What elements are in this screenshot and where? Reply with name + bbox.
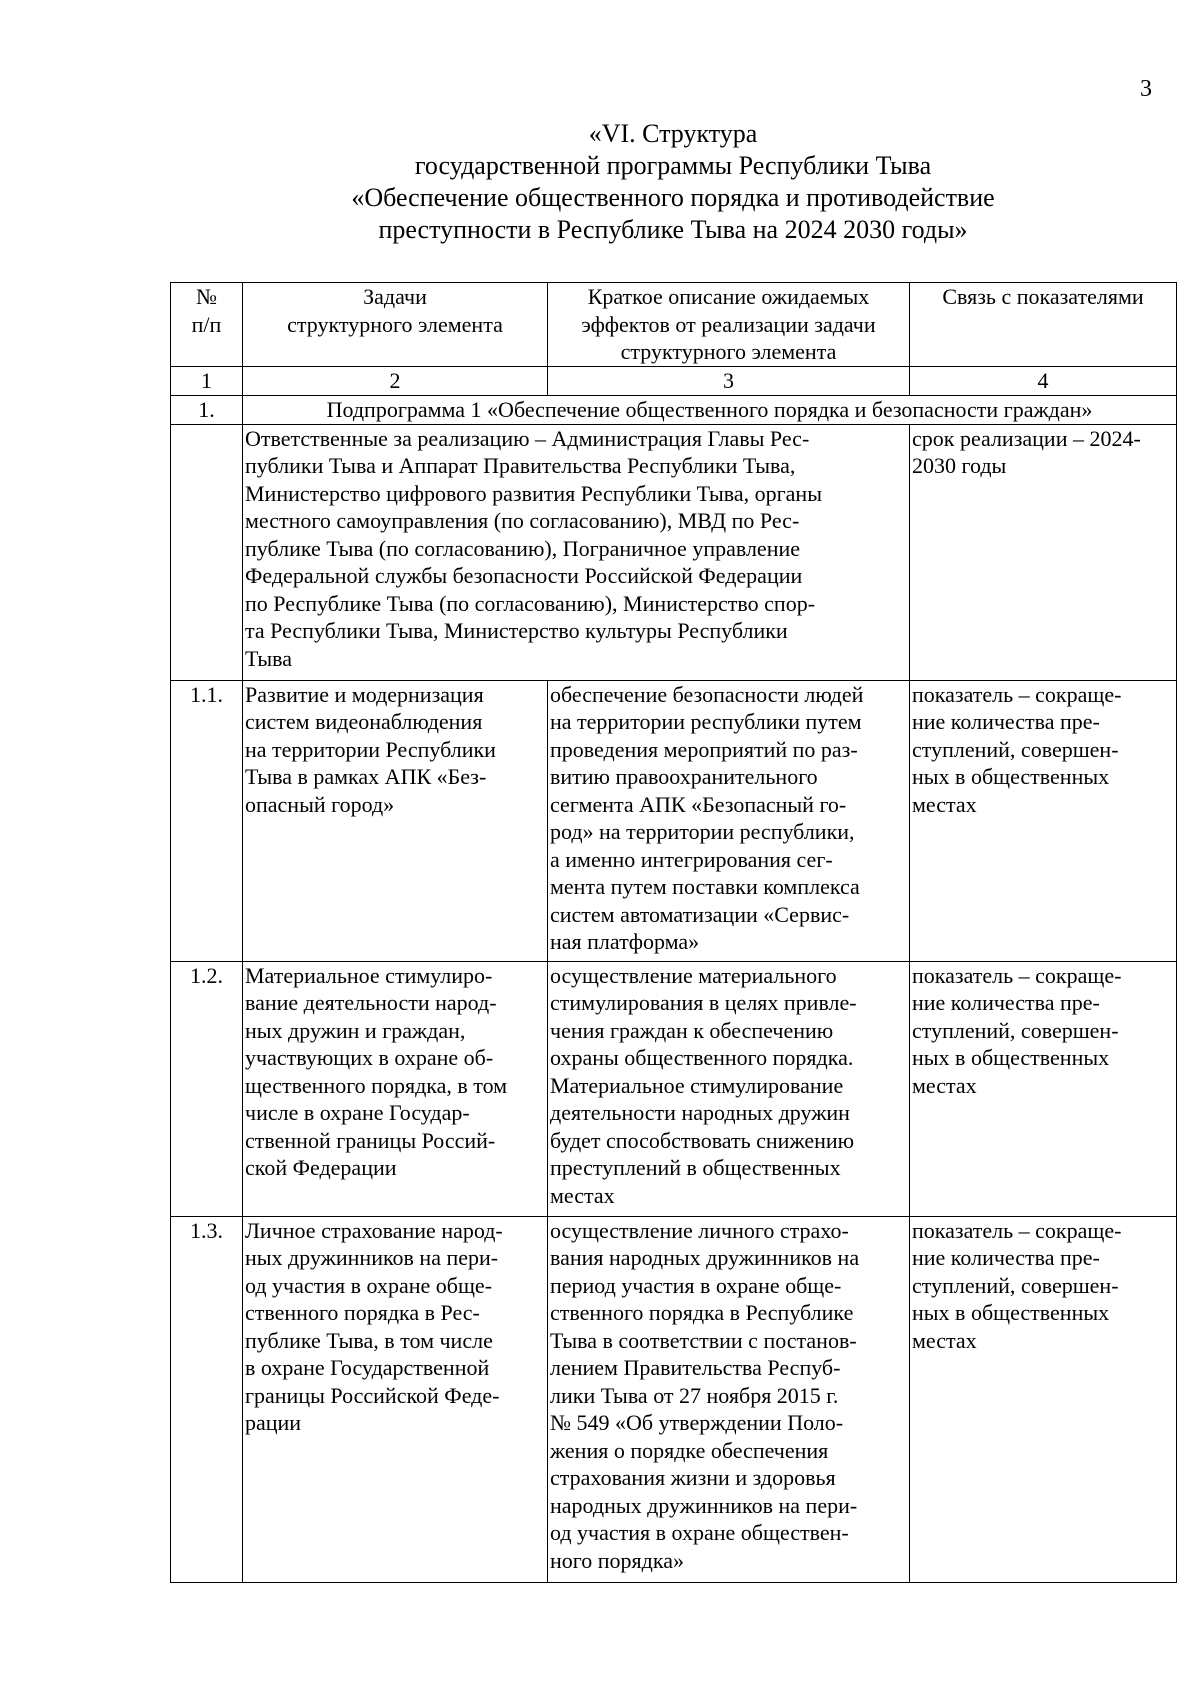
- text-line: участвующих в охране об-: [245, 1045, 494, 1070]
- text-line: ступлений, совершен-: [912, 1017, 1119, 1043]
- row-number: 1.3.: [171, 1216, 243, 1582]
- header-text: Краткое описание ожидаемых: [587, 284, 870, 309]
- text-line: ние количества пре-: [912, 990, 1100, 1015]
- text-line: местах: [912, 1327, 977, 1353]
- text-line: сегмента АПК «Безопасный го-: [550, 791, 847, 817]
- subprogram-row: [171, 395, 1177, 424]
- text-line: публике Тыва (по согласованию), Пограничное управление: [245, 535, 801, 561]
- text-line: страхования жизни и здоровья: [550, 1465, 836, 1490]
- text-line: преступлений в общественных: [550, 1155, 841, 1180]
- text-line: жения о порядке обеспечения: [550, 1437, 829, 1463]
- text-line: мента путем поставки комплекса: [550, 874, 860, 899]
- text-line: числе в охране Государ-: [245, 1100, 470, 1125]
- header-number: [171, 283, 243, 367]
- responsible-parties: [243, 424, 910, 680]
- text-line: ской Федерации: [245, 1155, 397, 1180]
- text-line: на территории Республики: [245, 736, 496, 762]
- header-text: структурного элемента: [620, 339, 837, 364]
- subprogram-title: Подпрограмма 1 «Обеспечение общественного порядка и безопасности граждан»: [243, 395, 1177, 424]
- text-line: срок реализации – 2024-: [912, 425, 1141, 451]
- text-line: ного порядка»: [550, 1547, 684, 1573]
- text-line: ступлений, совершен-: [912, 1272, 1119, 1298]
- indicator-cell: [910, 1216, 1177, 1582]
- row-number: 1.2.: [171, 961, 243, 1216]
- text-line: чения граждан к обеспечению: [550, 1017, 834, 1043]
- text-line: № 549 «Об утверждении Поло-: [550, 1410, 844, 1435]
- text-line: ние количества пре-: [912, 1245, 1100, 1270]
- text-line: щественного порядка, в том: [245, 1072, 508, 1098]
- subprogram-number: 1.: [171, 395, 243, 424]
- structure-table: [170, 282, 1177, 1583]
- text-line: местного самоуправления (по согласованию), МВД по Рес-: [245, 508, 800, 533]
- text-line: та Республики Тыва, Министерство культуры Республики: [245, 618, 788, 643]
- column-number-row: [171, 367, 1177, 396]
- table-header-row: [171, 283, 1177, 367]
- text-line: показатель – сокраще-: [912, 681, 1122, 707]
- text-line: витию правоохранительного: [550, 764, 818, 789]
- text-line: лики Тыва от 27 ноября 2015 г.: [550, 1382, 839, 1408]
- responsible-row: [171, 424, 1177, 680]
- text-line: вания народных дружинников на: [550, 1245, 860, 1270]
- header-text: Задачи: [363, 284, 427, 309]
- header-text: п/п: [191, 311, 222, 337]
- text-line: ных дружинников на пери-: [245, 1245, 499, 1270]
- text-line: местах: [912, 791, 977, 817]
- column-number: 3: [548, 367, 910, 396]
- title-line: государственной программы Республики Тыва: [414, 151, 932, 180]
- text-line: рации: [245, 1410, 302, 1435]
- section-title: [170, 118, 1176, 246]
- page-number: 3: [1140, 76, 1152, 102]
- text-line: Материальное стимулиро-: [245, 962, 493, 988]
- text-line: показатель – сокраще-: [912, 962, 1122, 988]
- text-line: ных в общественных: [912, 764, 1110, 789]
- text-line: Материальное стимулирование: [550, 1072, 844, 1098]
- text-line: публики Тыва и Аппарат Правительства Республики Тыва,: [245, 453, 796, 478]
- text-line: а именно интегрирования сег-: [550, 846, 833, 872]
- text-line: ная платформа»: [550, 929, 700, 954]
- text-line: опасный город»: [245, 791, 395, 817]
- text-line: ных в общественных: [912, 1300, 1110, 1325]
- text-line: проведения мероприятий по раз-: [550, 736, 858, 762]
- header-indicator: [910, 283, 1177, 367]
- indicator-cell: [910, 680, 1177, 961]
- text-line: по Республике Тыва (по согласованию), Министерство спор-: [245, 590, 816, 616]
- effect-cell: [548, 1216, 910, 1582]
- empty-cell: [171, 424, 243, 680]
- header-text: №: [196, 284, 217, 309]
- implementation-term: [910, 424, 1177, 680]
- title-line: «VI. Структура: [588, 119, 758, 148]
- text-line: ние количества пре-: [912, 709, 1100, 734]
- text-line: обеспечение безопасности людей: [550, 681, 864, 707]
- text-line: род» на территории республики,: [550, 819, 855, 844]
- text-line: 2030 годы: [912, 453, 1007, 478]
- task-cell: [243, 961, 548, 1216]
- text-line: ственной границы Россий-: [245, 1127, 496, 1153]
- header-text: эффектов от реализации задачи: [581, 311, 876, 337]
- table-row: [171, 680, 1177, 961]
- text-line: ственного порядка в Рес-: [245, 1300, 480, 1325]
- text-line: на территории республики путем: [550, 709, 862, 734]
- text-line: Федеральной службы безопасности Российской Федерации: [245, 563, 803, 588]
- header-effect: [548, 283, 910, 367]
- table-row: [171, 961, 1177, 1216]
- text-line: границы Российской Феде-: [245, 1382, 500, 1408]
- text-line: Ответственные за реализацию – Администрация Главы Рес-: [245, 425, 810, 451]
- indicator-cell: [910, 961, 1177, 1216]
- text-line: в охране Государственной: [245, 1355, 490, 1380]
- text-line: период участия в охране обще-: [550, 1272, 842, 1298]
- text-line: Тыва в рамках АПК «Без-: [245, 764, 487, 789]
- text-line: народных дружинников на пери-: [550, 1492, 858, 1518]
- text-line: од участия в охране обществен-: [550, 1520, 849, 1545]
- text-line: Министерство цифрового развития Республики Тыва, органы: [245, 480, 822, 506]
- text-line: стимулирования в целях привле-: [550, 990, 857, 1015]
- text-line: систем видеонаблюдения: [245, 709, 483, 734]
- text-line: Личное страхование народ-: [245, 1217, 503, 1243]
- column-number: 2: [243, 367, 548, 396]
- text-line: местах: [912, 1072, 977, 1098]
- text-line: будет способствовать снижению: [550, 1127, 855, 1153]
- text-line: од участия в охране обще-: [245, 1272, 493, 1298]
- text-line: охраны общественного порядка.: [550, 1045, 854, 1070]
- effect-cell: [548, 961, 910, 1216]
- text-line: Развитие и модернизация: [245, 681, 484, 707]
- text-line: ступлений, совершен-: [912, 736, 1119, 762]
- text-line: местах: [550, 1182, 615, 1208]
- text-line: Тыва: [245, 645, 292, 671]
- title-line: преступности в Республике Тыва на 2024 2030 годы»: [378, 215, 968, 244]
- text-line: лением Правительства Респуб-: [550, 1355, 841, 1380]
- task-cell: [243, 1216, 548, 1582]
- effect-cell: [548, 680, 910, 961]
- text-line: Тыва в соответствии с постанов-: [550, 1327, 857, 1353]
- text-line: осуществление материального: [550, 962, 837, 988]
- task-cell: [243, 680, 548, 961]
- column-number: 1: [171, 367, 243, 396]
- title-line: «Обеспечение общественного порядка и противодействие: [351, 183, 995, 212]
- column-number: 4: [910, 367, 1177, 396]
- header-text: Связь с показателями: [942, 284, 1144, 309]
- row-number: 1.1.: [171, 680, 243, 961]
- text-line: осуществление личного страхо-: [550, 1217, 849, 1243]
- text-line: публике Тыва, в том числе: [245, 1327, 493, 1353]
- text-line: ных дружин и граждан,: [245, 1017, 466, 1043]
- table-row: [171, 1216, 1177, 1582]
- header-text: структурного элемента: [287, 311, 503, 337]
- text-line: показатель – сокраще-: [912, 1217, 1122, 1243]
- text-line: вание деятельности народ-: [245, 990, 497, 1015]
- text-line: ных в общественных: [912, 1045, 1110, 1070]
- text-line: систем автоматизации «Сервис-: [550, 901, 850, 927]
- text-line: деятельности народных дружин: [550, 1100, 850, 1125]
- text-line: ственного порядка в Республике: [550, 1300, 854, 1325]
- header-task: [243, 283, 548, 367]
